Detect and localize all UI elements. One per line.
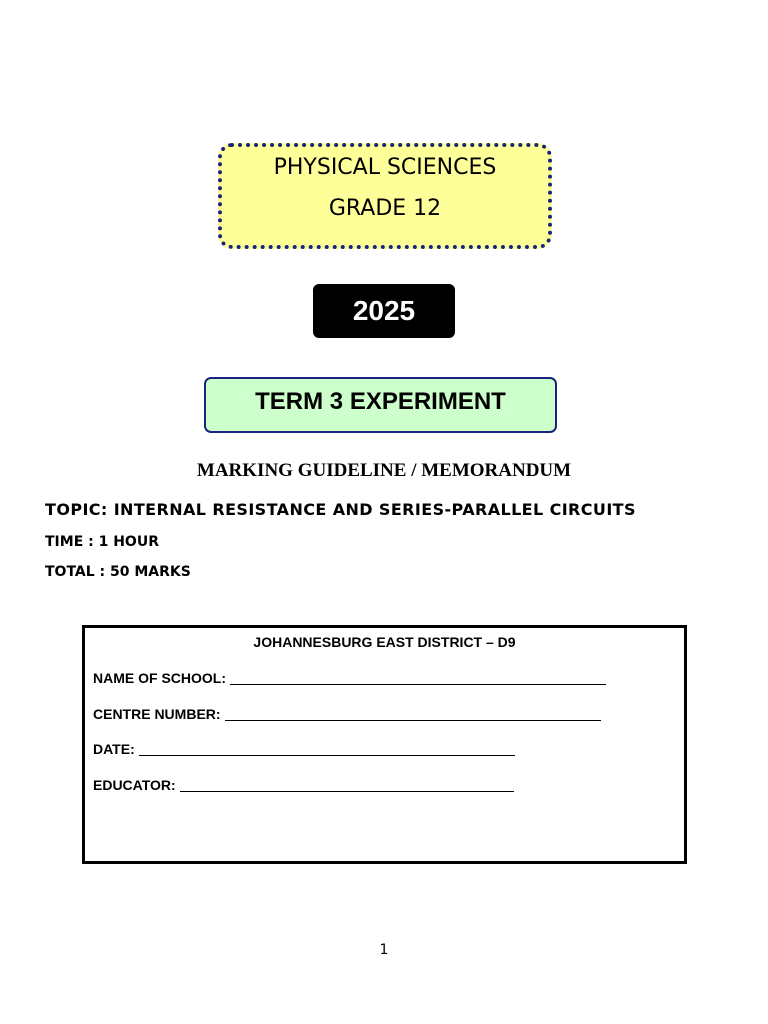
school-info-box — [82, 625, 687, 864]
educator-field[interactable] — [93, 777, 514, 793]
educator-label: EDUCATOR: — [93, 777, 176, 793]
centre-number-field[interactable] — [93, 706, 601, 722]
date-line[interactable] — [139, 743, 515, 756]
centre-number-label: CENTRE NUMBER: — [93, 706, 221, 722]
term-label: TERM 3 EXPERIMENT — [255, 388, 506, 415]
memo-title: MARKING GUIDELINE / MEMORANDUM — [196, 460, 572, 481]
total-marks: TOTAL : 50 MARKS — [45, 564, 191, 580]
centre-number-line[interactable] — [225, 708, 601, 721]
page-number: 1 — [379, 942, 389, 958]
date-field[interactable] — [93, 741, 515, 757]
grade-label: GRADE 12 — [328, 196, 442, 221]
district-heading: JOHANNESBURG EAST DISTRICT – D9 — [253, 634, 516, 650]
time-allowed: TIME : 1 HOUR — [45, 534, 159, 550]
term-banner — [204, 377, 557, 433]
school-name-line[interactable] — [230, 672, 606, 685]
school-name-field[interactable] — [93, 670, 606, 686]
date-label: DATE: — [93, 741, 135, 757]
subject-banner — [218, 143, 552, 249]
school-name-label: NAME OF SCHOOL: — [93, 670, 226, 686]
year-badge: 2025 — [313, 284, 455, 338]
educator-line[interactable] — [180, 779, 514, 792]
subject-title: PHYSICAL SCIENCES — [273, 155, 497, 180]
topic-heading: TOPIC: INTERNAL RESISTANCE AND SERIES-PARALLEL CIRCUITS — [45, 500, 636, 519]
